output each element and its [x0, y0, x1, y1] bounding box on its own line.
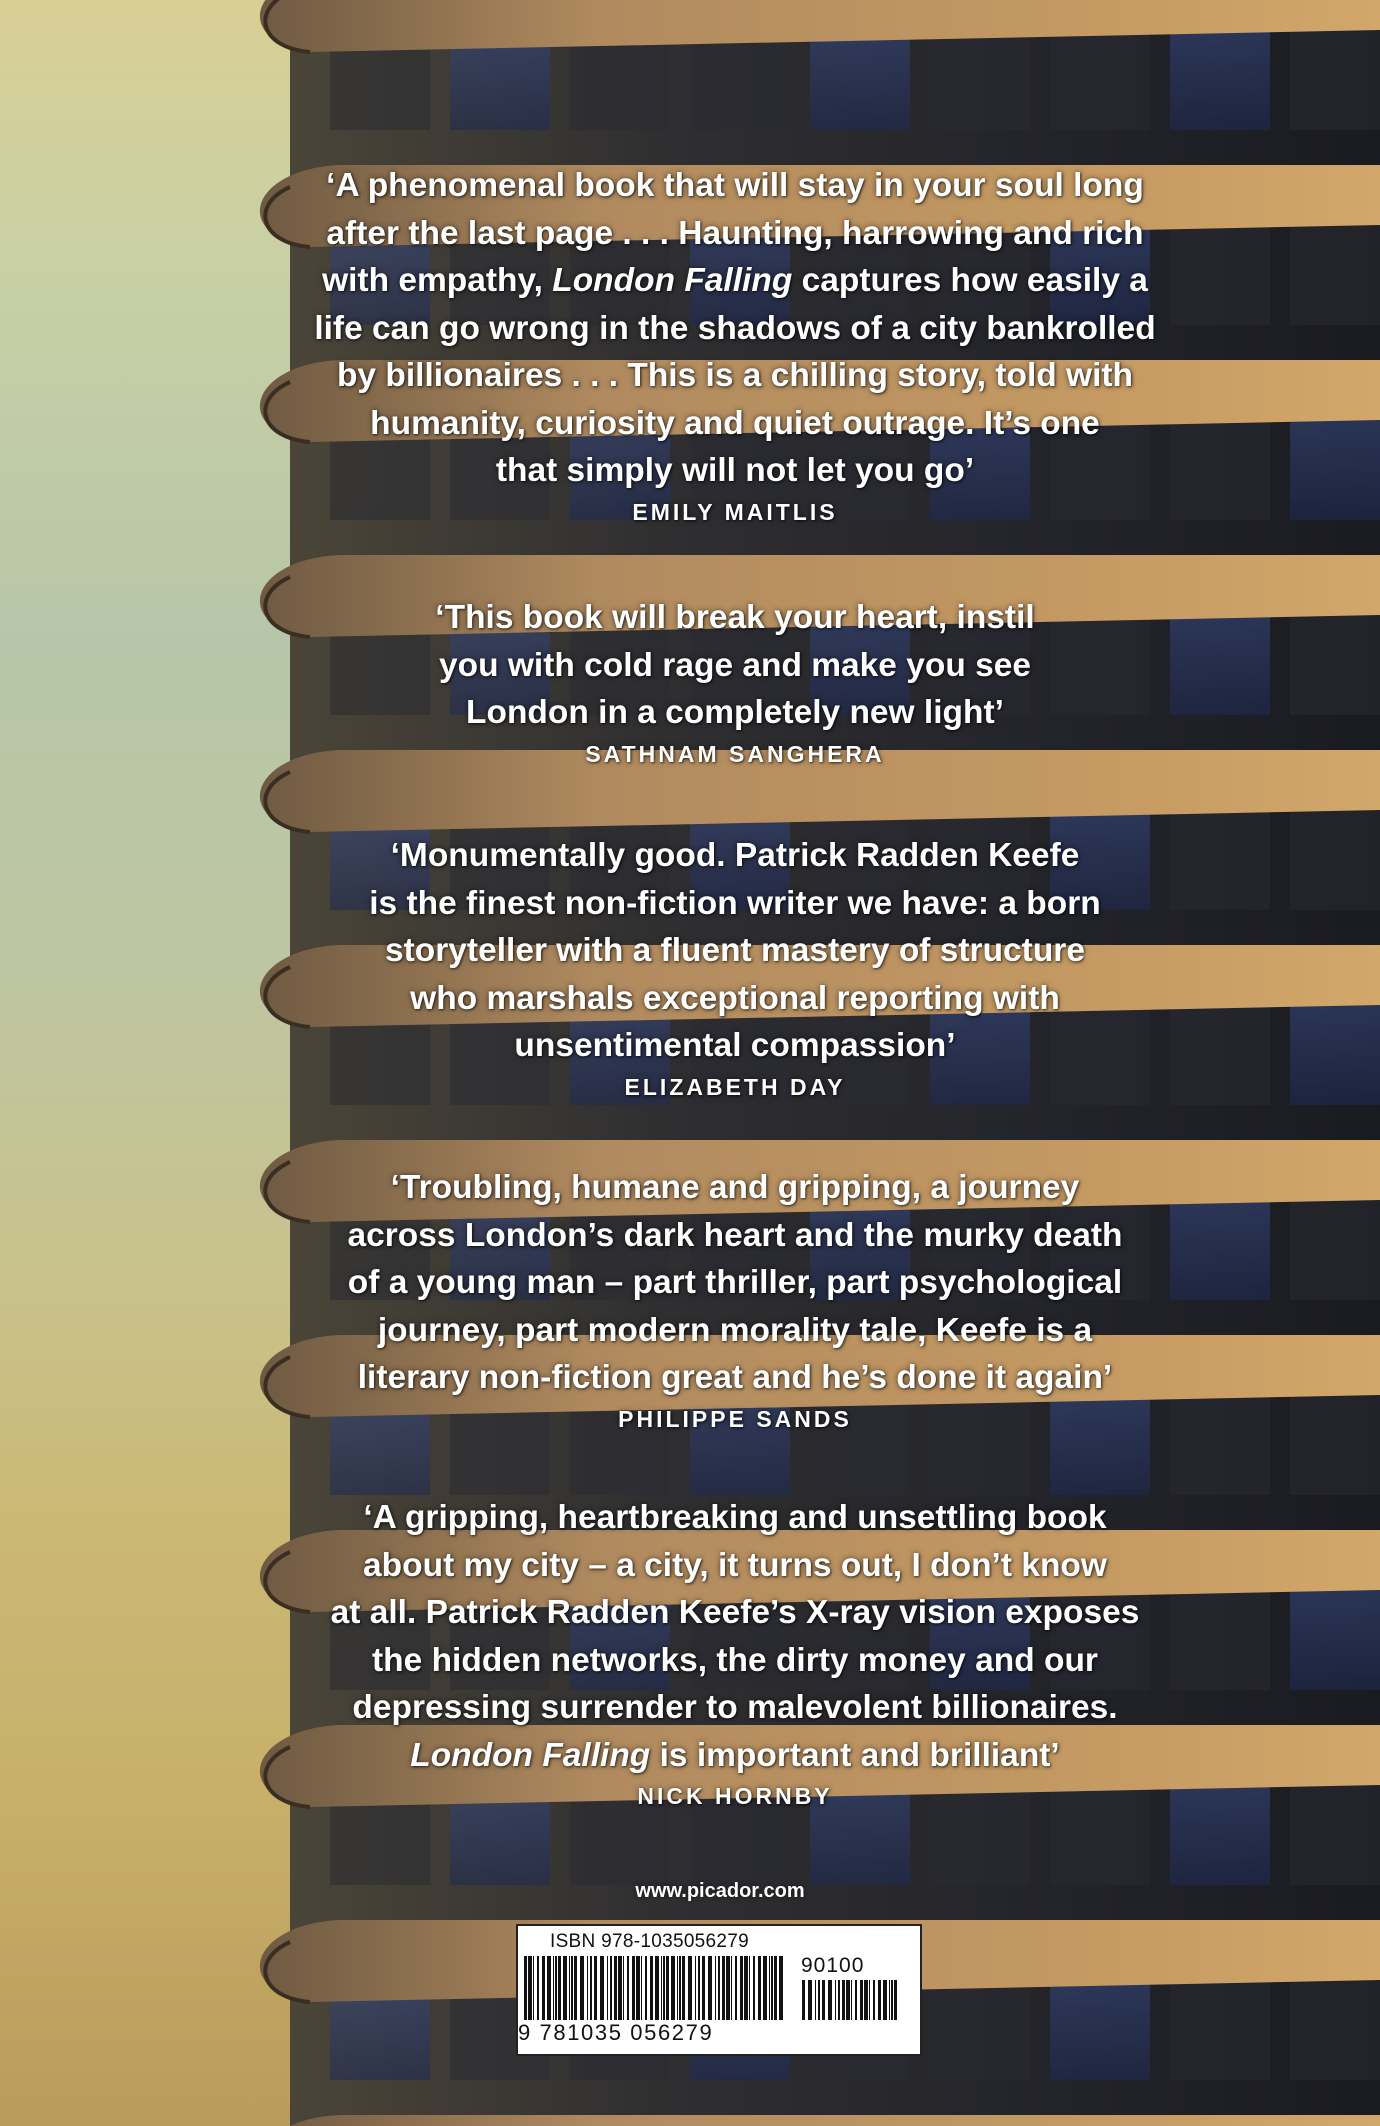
- barcode-bar: [758, 1956, 761, 2020]
- quote-line: across London’s dark heart and the murky death: [347, 1216, 1123, 1254]
- quote-text: is important and brilliant’: [650, 1736, 1060, 1774]
- quote-line: London in a completely new light’: [466, 694, 1004, 731]
- quote-attribution: ELIZABETH DAY: [624, 1073, 846, 1100]
- barcode-bar: [698, 1956, 700, 2020]
- barcode-bar: [878, 1980, 881, 2020]
- review-quote: [230, 832, 1240, 1104]
- quote-line: depressing surrender to malevolent billionaires.: [352, 1689, 1118, 1726]
- barcode-bar: [851, 1980, 852, 2020]
- barcode-bar: [627, 1956, 629, 2020]
- barcode-bar: [600, 1956, 604, 2020]
- barcode-bar: [774, 1956, 777, 2020]
- barcode-bar: [779, 1956, 783, 2020]
- barcode-bar: [533, 1956, 534, 2020]
- barcode-bar: [671, 1956, 675, 2020]
- quote-line: humanity, curiosity and quiet outrage. It’s one: [370, 404, 1100, 442]
- barcode-bar: [842, 1980, 845, 2020]
- barcode-bar: [641, 1956, 642, 2020]
- publisher-website[interactable]: www.picador.com: [635, 1880, 805, 1902]
- barcode-bar: [735, 1956, 737, 2020]
- barcode-bar: [873, 1980, 875, 2020]
- quote-line: by billionaires . . . This is a chilling story, told with: [336, 357, 1134, 394]
- barcode-bar: [661, 1956, 662, 2020]
- barcode-bar: [731, 1956, 732, 2020]
- quote-line: ‘Monumentally good. Patrick Radden Keefe: [390, 837, 1080, 874]
- quote-line: is the finest non-fiction writer we have: a born: [369, 884, 1101, 922]
- quote-line: who marshals exceptional reporting with: [410, 979, 1060, 1017]
- quote-line: life can go wrong in the shadows of a city bankrolled: [314, 309, 1156, 347]
- addon-barcode-bars: [800, 1980, 904, 2044]
- quote-line: at all. Patrick Radden Keefe’s X-ray vision exposes: [330, 1594, 1140, 1631]
- barcode-bar: [553, 1956, 554, 2020]
- barcode-bar: [663, 1956, 665, 2020]
- barcode-bar: [682, 1956, 685, 2020]
- barcode-bar: [818, 1980, 820, 2020]
- barcode-bar: [528, 1956, 532, 2020]
- barcode-bar: [718, 1956, 720, 2020]
- barcode-bar: [864, 1980, 868, 2020]
- barcode-bar: [555, 1956, 557, 2020]
- quote-line: the hidden networks, the dirty money and our: [372, 1641, 1098, 1679]
- balcony-slab: [260, 2115, 1380, 2126]
- barcode-bar: [537, 1956, 539, 2020]
- price-code-label: 90100: [801, 1954, 865, 1977]
- barcode-bar: [855, 1980, 857, 2020]
- barcode-bar: [558, 1956, 561, 2020]
- barcode-bar: [802, 1980, 805, 2020]
- quote-line: journey, part modern morality tale, Keefe is a: [377, 1311, 1093, 1349]
- quote-line: you with cold rage and make you see: [438, 646, 1031, 684]
- barcode-bar: [744, 1956, 748, 2020]
- barcode-bar: [574, 1956, 577, 2020]
- quote-line: unsentimental compassion’: [514, 1027, 956, 1064]
- barcode-digits: 9 781035 056279: [518, 2020, 714, 2045]
- book-title-italic: London Falling: [552, 262, 793, 299]
- barcode-bar: [587, 1956, 588, 2020]
- barcode-bar: [860, 1980, 863, 2020]
- barcode-bar: [869, 1980, 870, 2020]
- barcode-bar: [828, 1980, 832, 2020]
- quote-attribution: PHILIPPE SANDS: [618, 1405, 852, 1432]
- barcode-bar: [726, 1956, 730, 2020]
- barcode-bar: [891, 1980, 893, 2020]
- review-quote: [230, 594, 1240, 771]
- barcode-bar: [594, 1956, 597, 2020]
- barcode-bar: [542, 1956, 545, 2020]
- barcode-bar: [883, 1980, 887, 2020]
- barcode-bar: [580, 1956, 584, 2020]
- barcode-bar: [722, 1956, 725, 2020]
- review-quote: [230, 1164, 1240, 1436]
- barcode-bar: [623, 1956, 624, 2020]
- barcode-bar: [695, 1956, 696, 2020]
- barcode-bar: [679, 1956, 681, 2020]
- barcode-bar: [571, 1956, 573, 2020]
- barcode-bar: [702, 1956, 705, 2020]
- quote-line: ‘A phenomenal book that will stay in your soul long: [326, 167, 1144, 204]
- review-quote: [230, 1494, 1240, 1813]
- barcode-bar: [569, 1956, 570, 2020]
- quote-line: that simply will not let you go’: [495, 452, 975, 489]
- quote-attribution: NICK HORNBY: [637, 1783, 833, 1809]
- barcode-bar: [524, 1956, 527, 2020]
- quote-line: [230, 1732, 1240, 1780]
- barcode-bar: [590, 1956, 592, 2020]
- barcode-bar: [645, 1956, 647, 2020]
- isbn-barcode: [516, 1924, 922, 2056]
- quote-line: about my city – a city, it turns out, I don’t know: [363, 1546, 1107, 1584]
- barcode-bar: [808, 1980, 812, 2020]
- barcode-bar: [715, 1956, 716, 2020]
- barcode-bar: [708, 1956, 712, 2020]
- quote-line: ‘A gripping, heartbreaking and unsettling book: [363, 1499, 1107, 1536]
- barcode-bar: [618, 1956, 622, 2020]
- barcode-bar: [815, 1980, 816, 2020]
- quote-attribution: SATHNAM SANGHERA: [585, 740, 885, 767]
- barcode-bar: [894, 1980, 897, 2020]
- book-title-italic: London Falling: [410, 1736, 651, 1774]
- barcode-bar: [771, 1956, 773, 2020]
- barcode-bar: [740, 1956, 743, 2020]
- barcode-bar: [547, 1956, 551, 2020]
- quote-text: with empathy,: [322, 262, 553, 299]
- quote-line: of a young man – part thriller, part psychological: [347, 1264, 1123, 1301]
- barcode-bar: [753, 1956, 755, 2020]
- barcode-bar: [846, 1980, 850, 2020]
- barcode-bar: [769, 1956, 770, 2020]
- quote-line: ‘This book will break your heart, instil: [435, 599, 1035, 636]
- barcode-bar: [763, 1956, 767, 2020]
- barcode-bar: [666, 1956, 669, 2020]
- quote-line: literary non-fiction great and he’s done it again’: [357, 1359, 1113, 1396]
- quote-attribution: EMILY MAITLIS: [632, 498, 838, 525]
- quote-line: [230, 257, 1240, 305]
- barcode-bar: [614, 1956, 617, 2020]
- barcode-bar: [835, 1980, 836, 2020]
- barcode-bar: [889, 1980, 890, 2020]
- barcode-bar: [655, 1956, 659, 2020]
- barcode-bar: [749, 1956, 750, 2020]
- quote-text: captures how easily a: [792, 262, 1148, 299]
- quote-line: ‘Troubling, humane and gripping, a journey: [390, 1169, 1080, 1206]
- barcode-bar: [650, 1956, 653, 2020]
- quote-line: storyteller with a fluent mastery of structure: [385, 932, 1085, 969]
- barcode-bar: [822, 1980, 825, 2020]
- ean-barcode-bars: [522, 1956, 790, 2020]
- barcode-bar: [677, 1956, 678, 2020]
- review-quote: [230, 162, 1240, 529]
- barcode-bar: [563, 1956, 567, 2020]
- isbn-label: ISBN 978-1035056279: [550, 1931, 750, 1952]
- barcode-bar: [610, 1956, 612, 2020]
- barcode-bar: [632, 1956, 635, 2020]
- barcode-bar: [688, 1956, 692, 2020]
- barcode-bar: [607, 1956, 608, 2020]
- barcode-bar: [636, 1956, 640, 2020]
- barcode-bar: [838, 1980, 840, 2020]
- quote-line: after the last page . . . Haunting, harrowing and rich: [326, 214, 1144, 252]
